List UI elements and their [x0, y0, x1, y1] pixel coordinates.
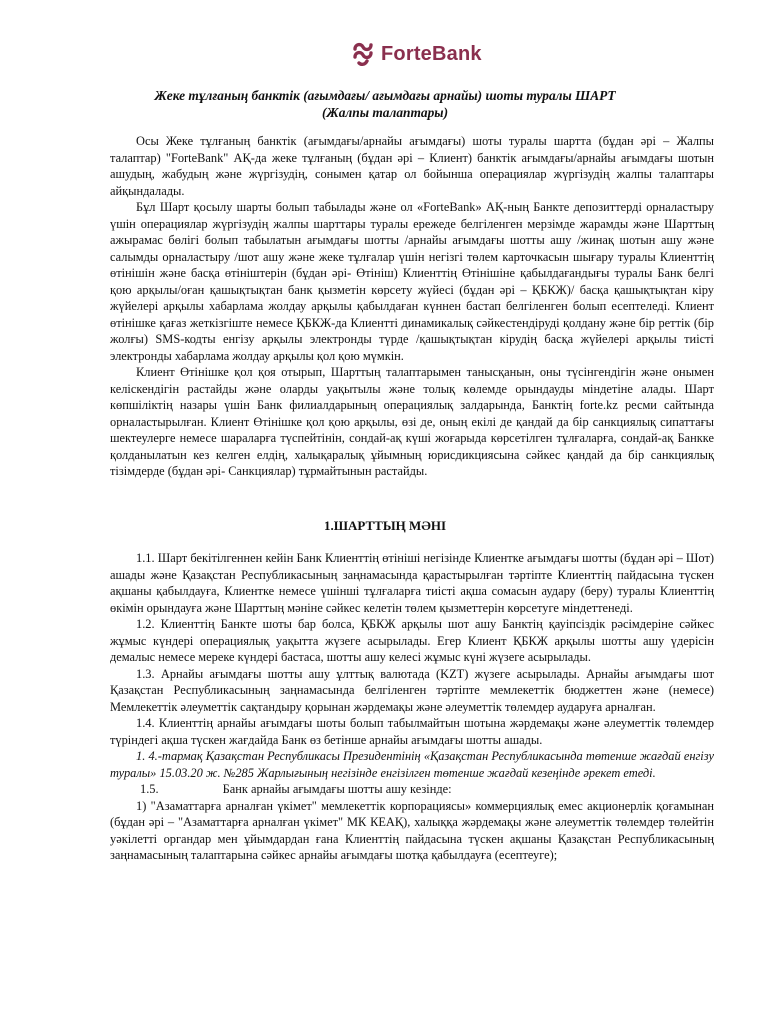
- document-subtitle: (Жалпы талаптары): [321, 105, 449, 120]
- fortebank-logo-icon: [351, 41, 375, 67]
- clause-1-5-text: Банк арнайы ағымдағы шотты ашу кезінде:: [222, 782, 452, 796]
- note-text: 1. 4.-тармақ Қазақстан Республикасы Президентінің «Қазақстан Республикасында төтенше жағдай енгізу туралы» 15.03.20 ж. №285 Жарлығының негізінде енгізілген төтенше жағдай кезеңінде әрекет етеді.: [110, 749, 714, 780]
- intro-paragraph: Бұл Шарт қосылу шарты болып табылады және ол «ForteBank» АҚ-ның Банкте депозиттерді орналастыру үшін операциялар жүргізудің жалпы шарттары туралы ережеде белгіленген мерзімде жарамды және Шарттың ажырамас бөлігі болып табылатын ағымдағы шотты /арнайы ағымдағы шотты ашу /жинақ шотын ашу және салымды орналастыру /шот ашу және жеке тұлғалар үшін негізгі төлем карточкасын шығару туралы Клиенттің өтінішін және басқа өтініштерін (бұдан әрі- Өтініш) Клиенттің Өтінішіне қабылдағандығы туралы Банк белгі қою арқылы/оған қашықтықтан банк қызметін көрсету жүйесі (бұдан әрі – ҚБКЖ)/ басқа қашықтықтан кіру жүйелері арқылы хабарлама жолдау арқылы қабылдаған күннен бастап белгіленген болып есептеледі. Клиент өтінішке қағаз жеткізгіште немесе ҚБКЖ-да Клиентті динамикалық сәйкестендіруді қолдану және бір реттік (бір жолғы) SMS-кодты енгізу арқылы электронды түрде /қашықтықтан кірудің басқа жүйелері арқылы тиісті электронды хабарлама жолдау арқылы қол қою мүмкін.: [110, 200, 714, 363]
- fortebank-logo: [351, 41, 482, 67]
- intro-section: [110, 133, 714, 480]
- logo-text: ForteBank: [381, 42, 482, 65]
- intro-paragraph: Клиент Өтінішке қол қоя отырып, Шарттың талаптарымен танысқанын, оны түсінгендігін және онымен келіскендігін растайды және оларды уақытылы және толық көлемде орындауды міндетіне алады. Шарт көпшіліктің назары үшін Банк филиалдарының операциялық залдарында, Банктің forte.kz ресми сайтында орналастырылған. Клиент Өтінішке қол қою арқылы, өзі де, оның екілі де қандай да бір санкциялық сипаттағы шектеулерге немесе шараларға түспейтінін, сондай-ақ күші жоғарыда көрсетілген тұлғаларға, сондай-ақ Банкке қолданылатын кез келген елдің, халықаралық ұйымның юрисдикциясына сәйкес қандай да бір санкциялық тізімдерде (бұдан әрі- Санкциялар) тұрмайтынын растайды.: [110, 365, 714, 478]
- document-title: Жеке тұлғаның банктік (ағымдағы/ ағымдағы арнайы) шоты туралы ШАРТ: [154, 88, 616, 103]
- clause-1-1: 1.1. Шарт бекітілгеннен кейін Банк Клиенттің өтініші негізінде Клиентке ағымдағы шотты (бұдан әрі – Шот) ашады және Қазақстан Республикасының заңнамасында қарастырылған тәртіпте Клиенттің пайдасына түскен ақшаны қабылдауға, Клиентке немесе үшінші тұлғаларға тиісті ақша сомасын аудару (беру) туралы Клиенттің өкімін орындауға және Шарттың мәніне сәйкес келетін төлем қызметтерін көрсетуге міндеттенеді.: [110, 551, 714, 615]
- section-heading: 1.ШАРТТЫҢ МӘНІ: [323, 518, 447, 533]
- clause-1-4: 1.4. Клиенттің арнайы ағымдағы шоты болып табылмайтын шотына жәрдемақы және әлеуметтік төлемдер түріндегі ақша түскен жағдайда Банк өз бетінше арнайы ағымдағы шотты ашады.: [110, 716, 714, 747]
- clause-1-5: [110, 781, 714, 798]
- section-1-body: [110, 550, 714, 864]
- clause-note: [110, 748, 714, 781]
- clause-1-3: 1.3. Арнайы ағымдағы шотты ашу ұлттық валютада (KZT) жүзеге асырылады. Арнайы ағымдағы шот Қазақстан Республикасының заңнамасында белгіленген тәртіпте мемлекеттік бюджеттен және (немесе) Мемлекеттік әлеуметтік сақтандыру қорынан жәрдемақы және әлеуметтік төлемдер аударуға арналған.: [110, 666, 714, 714]
- clause-1-5-1: 1) "Азаматтарға арналған үкімет" мемлекеттік корпорациясы» коммерциялық емес акционерлік қоғамынан (бұдан әрі – "Азаматтарға арналған үкімет" МК КЕАҚ), халыққа жәрдемақы және әлеуметтік төлемдер төлейтін уәкілетті органдар мен ұйымдардан ғана Клиенттің пайдасына түскен ақшаны Қазақстан Республикасының заңнамасының талаптарына сәйкес арнайы ағымдағы шотқа қабылдауға (есептеуге);: [110, 798, 714, 862]
- clause-1-5-number: 1.5.: [140, 782, 159, 796]
- clause-1-2: 1.2. Клиенттің Банкте шоты бар болса, ҚБКЖ арқылы шот ашу Банктің қауіпсіздік рәсімдеріне сәйкес жұмыс күндері операциялық уақытта жүзеге асырылады. Егер Клиент ҚБКЖ арқылы шотты ашу үдерісін демалыс немесе мереке күндері бастаса, шотты ашу келесі жұмыс күні жүзеге асырылады.: [110, 617, 714, 664]
- intro-paragraph: Осы Жеке тұлғаның банктік (ағымдағы/арнайы ағымдағы) шоты туралы шартта (бұдан әрі – Жалпы талаптар) "ForteBank" АҚ-да жеке тұлғаның (бұдан әрі – Клиент) банктік ағымдағы/арнайы ағымдағы шотын ашудың, жабудың және жүргізудің, сонымен қатар ол бойынша операциялар жүргізудің жалпы талаптары айқындалады.: [110, 134, 714, 198]
